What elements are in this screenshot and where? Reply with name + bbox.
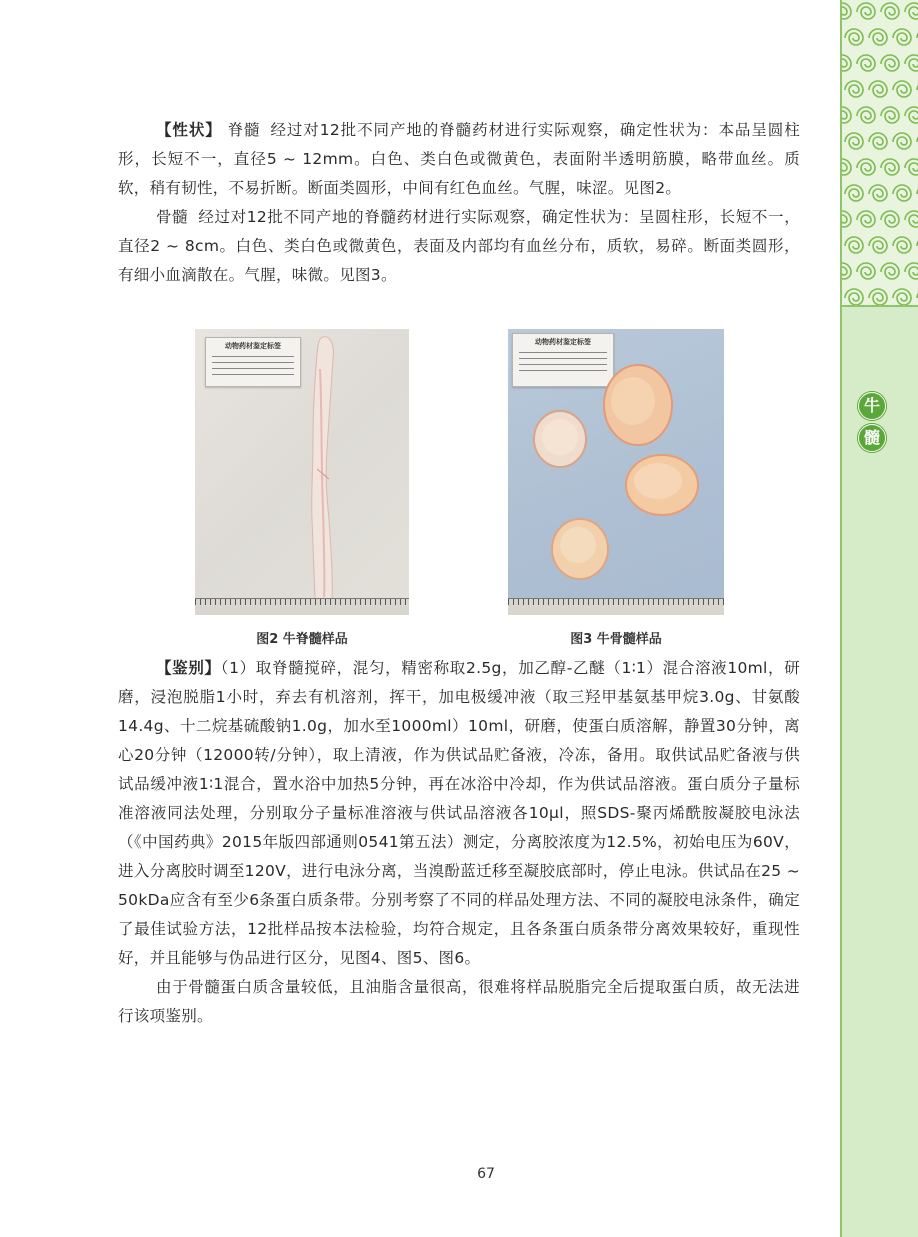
spinal-cord-shape [195, 329, 409, 615]
swirl-ornament [893, 29, 911, 45]
swirl-ornament [905, 107, 918, 123]
swirl-ornament [857, 263, 875, 279]
paragraph-note [118, 973, 800, 1031]
swirl-ornament [869, 185, 887, 201]
swirl-ornament [842, 263, 851, 279]
page-number: 67 [477, 1166, 495, 1182]
chapter-char-1: 牛 [858, 392, 886, 420]
paragraph-identification [118, 654, 800, 973]
term-label: 脊髓 [227, 121, 261, 139]
section-heading: 【性状】 [156, 121, 222, 139]
swirl-ornament [905, 159, 918, 175]
swirl-ornament [842, 211, 851, 227]
paragraph-bone-marrow [118, 203, 800, 290]
swirl-ornament [869, 237, 887, 253]
swirl-ornament [905, 3, 918, 19]
swirl-ornament [857, 3, 875, 19]
swirl-ornament [845, 237, 863, 253]
swirl-ornament [893, 237, 911, 253]
figure-row [195, 329, 725, 649]
swirl-ornament [845, 185, 863, 201]
swirl-ornament [869, 289, 887, 305]
specimen-label-card: 动物药材鉴定标签 [205, 337, 301, 387]
swirl-ornament [857, 107, 875, 123]
section-heading: 【鉴别】 [156, 659, 221, 677]
figure-3 [508, 329, 724, 647]
swirl-ornament [842, 159, 851, 175]
figure-caption: 图2 牛脊髓样品 [256, 632, 348, 647]
swirl-ornament [842, 55, 851, 71]
paragraph-text: 经过对12批不同产地的脊髓药材进行实际观察，确定性状为：呈圆柱形，长短不一，直径2 ~ 8cm。白色、类白色或微黄色，表面及内部均有血丝分布，质软，易碎。断面类圆形，有细小血滴散在。气腥，味微。见图3。 [118, 208, 800, 284]
swirl-ornament [869, 81, 887, 97]
cloud-pattern [842, 0, 918, 307]
swirl-ornament [881, 3, 899, 19]
swirl-ornament [881, 211, 899, 227]
swirl-ornament [857, 211, 875, 227]
figure-caption: 图3 牛骨髓样品 [570, 632, 662, 647]
swirl-ornament [842, 107, 851, 123]
swirl-ornament [893, 133, 911, 149]
swirl-ornament [881, 55, 899, 71]
bone-marrow-pieces [508, 329, 724, 615]
specimen-label-card: 动物药材鉴定标签 [512, 333, 614, 387]
swirl-ornament [881, 107, 899, 123]
paragraph-text: 由于骨髓蛋白质含量较低，且油脂含量很高，很难将样品脱脂完全后提取蛋白质，故无法进行该项鉴别。 [118, 978, 800, 1025]
figure-2 [195, 329, 409, 647]
bone-marrow-photo [508, 329, 724, 615]
swirl-ornament [881, 263, 899, 279]
scale-ruler [195, 598, 409, 615]
side-band [840, 0, 918, 1237]
swirl-ornament [893, 81, 911, 97]
main-text [118, 116, 800, 290]
scale-ruler [508, 598, 724, 615]
swirl-ornament [869, 29, 887, 45]
swirl-ornament [869, 133, 887, 149]
swirl-ornament [845, 81, 863, 97]
paragraph-text: （1）取脊髓搅碎，混匀，精密称取2.5g，加乙醇-乙醚（1∶1）混合溶液10ml，研磨，浸泡脱脂1小时，弃去有机溶剂，挥干，加电极缓冲液（取三羟甲基氨基甲烷3.0g、甘氨酸14.4g、十二烷基硫酸钠1.0g，加水至1000ml）10ml，研磨，使蛋白质溶解，静置30分钟，离心20分钟（12000转/分钟），取上清液，作为供试品贮备液，冷冻，备用。取供试品贮备液与供试品缓冲液1∶1混合，置水浴中加热5分钟，再在冰浴中冷却，作为供试品溶液。蛋白质分子量标准溶液同法处理，分别取分子量标准溶液与供试品溶液各10μl，照SDS-聚丙烯酰胺凝胶电泳法（《中国药典》2015年版四部通则0541第五法）测定，分离胶浓度为12.5%，初始电压为60V，进入分离胶时调至120V，进行电泳分离，当溴酚蓝迁移至凝胶底部时，停止电泳。供试品在25 ~ 50kDa应含有至少6条蛋白质条带。分别考察了不同的样品处理方法、不同的凝胶电泳条件，确定了最佳试验方法，12批样品按本法检验，均符合规定，且各条蛋白质条带分离效果较好，重现性好，并且能够与伪品进行区分，见图4、图5、图6。 [118, 659, 800, 967]
swirl-ornament [842, 3, 851, 19]
chapter-char-2: 髓 [858, 424, 886, 452]
swirl-ornament [893, 185, 911, 201]
swirl-ornament [905, 211, 918, 227]
swirl-ornament [845, 289, 863, 305]
swirl-ornament [857, 55, 875, 71]
term-label: 骨髓 [156, 208, 189, 226]
swirl-ornament [905, 55, 918, 71]
paragraph-text: 经过对12批不同产地的脊髓药材进行实际观察，确定性状为：本品呈圆柱形，长短不一，直径5 ~ 12mm。白色、类白色或微黄色，表面附半透明筋膜，略带血丝。质软，稍有韧性，不易折断。断面类圆形，中间有红色血丝。气腥，味涩。见图2。 [118, 121, 800, 197]
chapter-tab[interactable] [858, 392, 886, 456]
swirl-ornament [905, 263, 918, 279]
swirl-ornament [857, 159, 875, 175]
swirl-ornament [893, 289, 911, 305]
swirl-ornament [845, 133, 863, 149]
swirl-ornament [845, 29, 863, 45]
main-text-2 [118, 654, 800, 1031]
swirl-ornament [881, 159, 899, 175]
paragraph-properties [118, 116, 800, 203]
spinal-cord-photo [195, 329, 409, 615]
